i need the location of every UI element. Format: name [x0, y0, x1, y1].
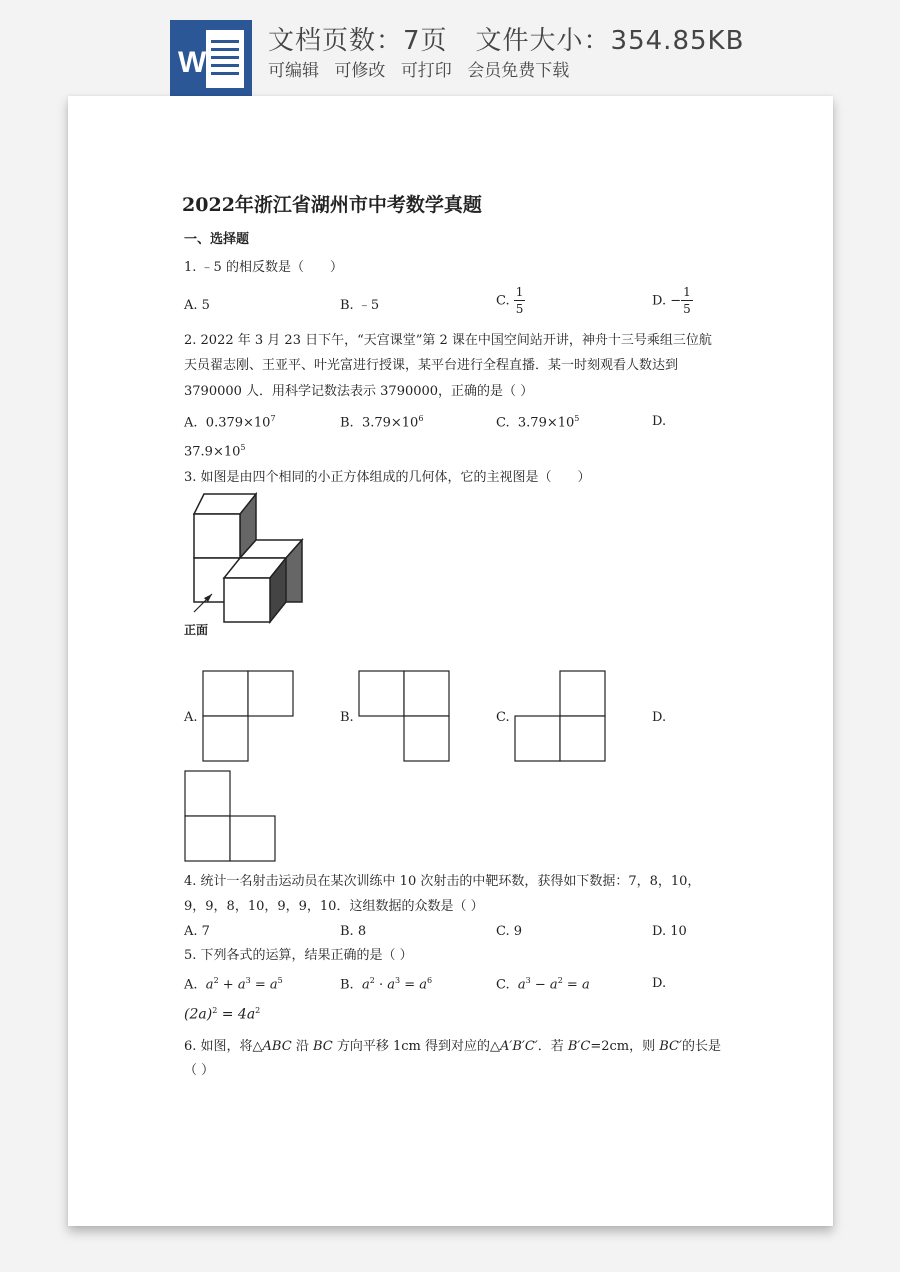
feature-modifiable: 可修改 [334, 61, 386, 81]
q6-stem-line1: 6. 如图，将△ABC 沿 BC 方向平移 1cm 得到对应的△A′B′C′．若 B′C=2cm，则 BC′的长是 [184, 1039, 721, 1054]
q2-option-d-value: $37.9\times 10^5$ [184, 443, 246, 460]
q3-option-d: D. [652, 710, 667, 725]
q1-stem: 1. ﹣5 的相反数是（ ） [184, 260, 343, 275]
q3-option-c-figure [514, 670, 608, 764]
q1-d-label: D. [652, 293, 667, 309]
file-size: 文件大小：354.85KB [475, 26, 745, 56]
q1-option-d: D. − $\frac{1}{5}$ [652, 285, 691, 317]
q5-option-d-value: $(2a)^2 = 4a^2$ [184, 1006, 261, 1023]
header-title [268, 20, 744, 57]
page-count: 文档页数：7页 [268, 26, 448, 56]
q1-d-fraction: $\frac{1}{5}$ [683, 285, 691, 317]
q1-option-b: B. ﹣5 [340, 298, 380, 313]
q2-option-b: B. $3.79\times 10^6$ [340, 414, 424, 431]
document-title: 2022年浙江省湖州市中考数学真题 [182, 194, 482, 216]
q1-c-fraction: $\frac{1}{5}$ [515, 285, 524, 317]
q3-cube-figure [184, 494, 314, 639]
q2-stem-line2: 天员翟志刚、王亚平、叶光富进行授课，某平台进行全程直播．某一时刻观看人数达到 [184, 358, 679, 373]
feature-member-download: 会员免费下载 [467, 61, 570, 81]
q1-option-c [496, 286, 525, 316]
q5-option-b: B. $a^2 \cdot a^3 = a^6$ [340, 976, 433, 993]
q3-option-a-figure [202, 670, 296, 764]
q3-option-c: C. [496, 710, 510, 725]
q3-option-b-figure [358, 670, 452, 764]
q2-option-d: D. [652, 414, 667, 429]
q5-option-a: A. $a^2 + a^3 = a^5$ [184, 976, 283, 993]
q6-stem-line2: （ ） [184, 1063, 215, 1078]
q2-stem-line1: 2. 2022 年 3 月 23 日下午，“天宫课堂”第 2 课在中国空间站开讲，神舟十三号乘组三位航 [184, 333, 712, 348]
q4-option-c: C. 9 [496, 924, 523, 939]
q2-option-a: A. $0.379\times 10^7$ [184, 414, 276, 431]
q5-option-d: D. [652, 976, 667, 991]
q1-c-label: C. [496, 293, 510, 309]
feature-printable: 可打印 [400, 61, 452, 81]
word-document-icon [170, 20, 252, 96]
q4-option-a: A. 7 [184, 924, 210, 939]
feature-list [268, 56, 579, 81]
q3-stem: 3. 如图是由四个相同的小正方体组成的几何体，它的主视图是（ ） [184, 470, 591, 485]
q4-stem-line2: 9，9，8，10，9，9，10．这组数据的众数是（ ） [184, 899, 484, 914]
q3-front-label: 正面 [184, 623, 209, 637]
q3-option-b: B. [340, 710, 354, 725]
q3-option-a: A. [184, 710, 198, 725]
feature-editable: 可编辑 [268, 61, 319, 81]
section-choice-questions: 一、选择题 [184, 232, 250, 247]
q4-stem-line1: 4. 统计一名射击运动员在某次训练中 10 次射击的中靶环数，获得如下数据：7，8，10， [184, 874, 701, 889]
q2-stem-line3: 3790000 人．用科学记数法表示 3790000，正确的是（ ） [184, 384, 534, 399]
q2-option-c: C. $3.79\times 10^5$ [496, 414, 580, 431]
q1-option-a: A. 5 [184, 298, 210, 313]
q4-option-b: B. 8 [340, 924, 367, 939]
word-icon-letter: W [178, 46, 207, 79]
q5-stem: 5. 下列各式的运算，结果正确的是（ ） [184, 948, 413, 963]
q5-option-c: C. $a^3 - a^2 = a$ [496, 976, 590, 993]
q3-option-d-figure [184, 770, 278, 864]
document-info-header [0, 0, 900, 96]
document-page [68, 96, 833, 1226]
q4-option-d: D. 10 [652, 924, 687, 939]
